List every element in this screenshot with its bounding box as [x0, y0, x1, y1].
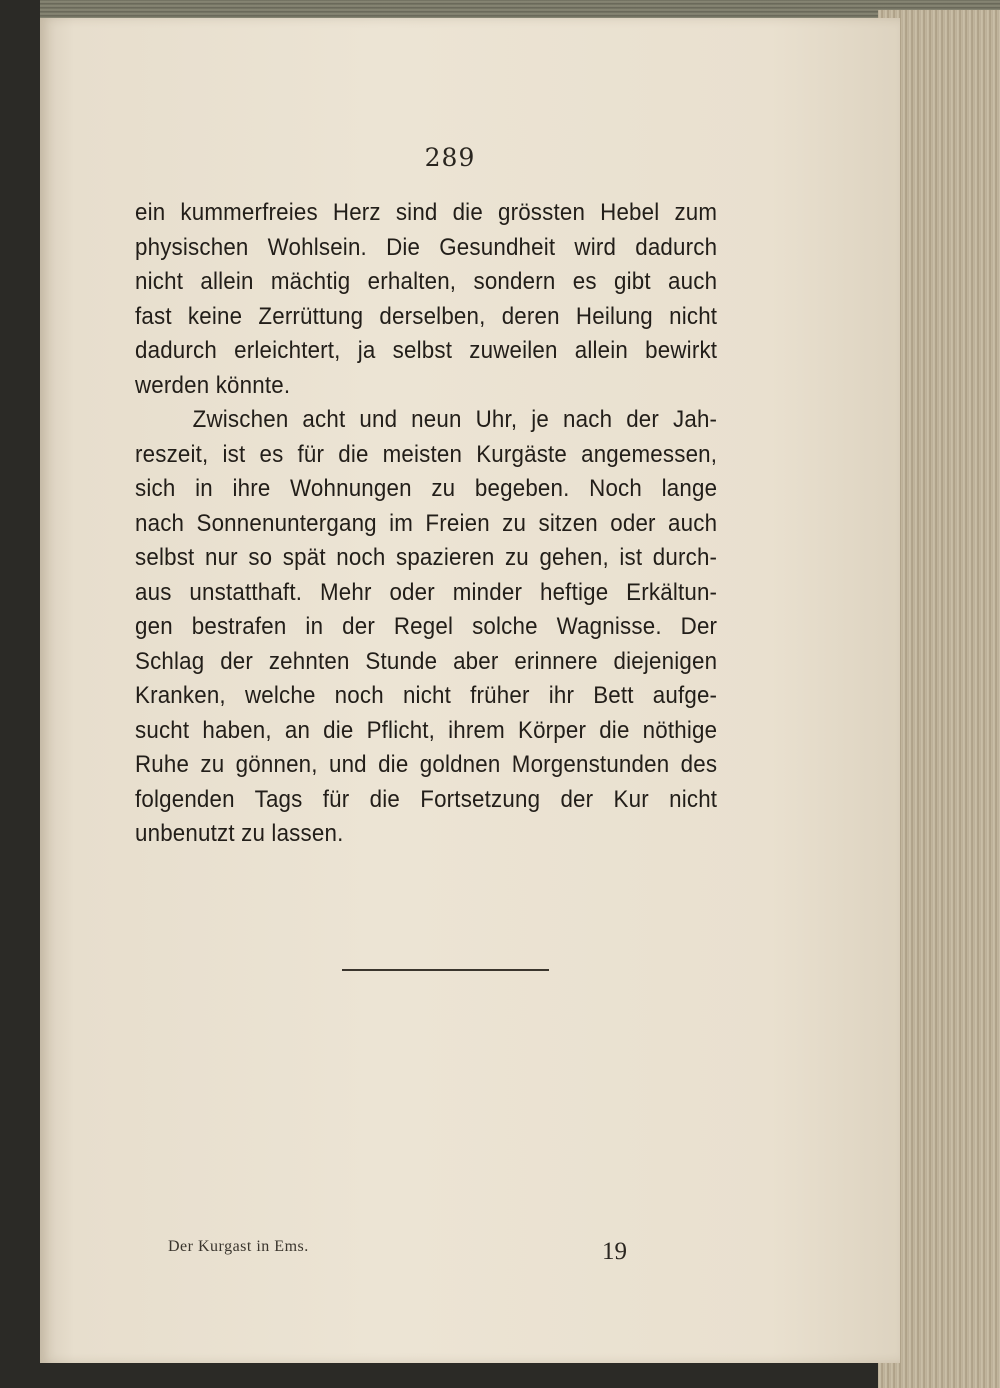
text-line: dadurch erleichtert, ja selbst zuweilen allein bewirkt — [135, 337, 718, 364]
text-line: fast keine Zerrüttung derselben, deren Heilung nicht — [135, 302, 718, 330]
text-line: werden könnte. — [135, 371, 291, 399]
text-line: ein kummerfreies Herz sind die grössten Hebel zum — [135, 199, 718, 226]
text-line: gen bestrafen in der Regel solche Wagnisse. Der — [135, 613, 718, 640]
text-line: reszeit, ist es für die meisten Kurgäste angemessen, — [135, 440, 718, 468]
text-line: nach Sonnenuntergang im Freien zu sitzen oder auch — [135, 509, 718, 537]
signature-mark: 19 — [602, 1238, 627, 1265]
text-line: Schlag der zehnten Stunde aber erinnere diejenigen — [135, 647, 718, 675]
text-line: sucht haben, an die Pflicht, ihrem Körper die nöthige — [135, 716, 718, 744]
text-line: aus unstatthaft. Mehr oder minder heftige Erkältun- — [135, 578, 718, 606]
text-line: folgenden Tags für die Fortsetzung der Kur nicht — [135, 785, 718, 813]
text-line: sich in ihre Wohnungen zu begeben. Noch lange — [135, 475, 718, 502]
text-line: physischen Wohlsein. Die Gesundheit wird dadurch — [135, 233, 718, 261]
section-divider — [342, 969, 549, 971]
footer-title: Der Kurgast in Ems. — [168, 1238, 309, 1255]
text-line: unbenutzt zu lassen. — [135, 820, 344, 847]
text-line: selbst nur so spät noch spazieren zu gehen, ist durch- — [135, 544, 718, 571]
text-line: Ruhe zu gönnen, und die goldnen Morgenstunden des — [135, 751, 718, 778]
body-text — [135, 196, 761, 852]
page-number: 289 — [424, 143, 476, 172]
text-line: Zwischen acht und neun Uhr, je nach der Jah- — [192, 406, 718, 433]
text-line: Kranken, welche noch nicht früher ihr Bett aufge- — [135, 682, 718, 709]
text-line: nicht allein mächtig erhalten, sondern es gibt auch — [135, 268, 718, 295]
